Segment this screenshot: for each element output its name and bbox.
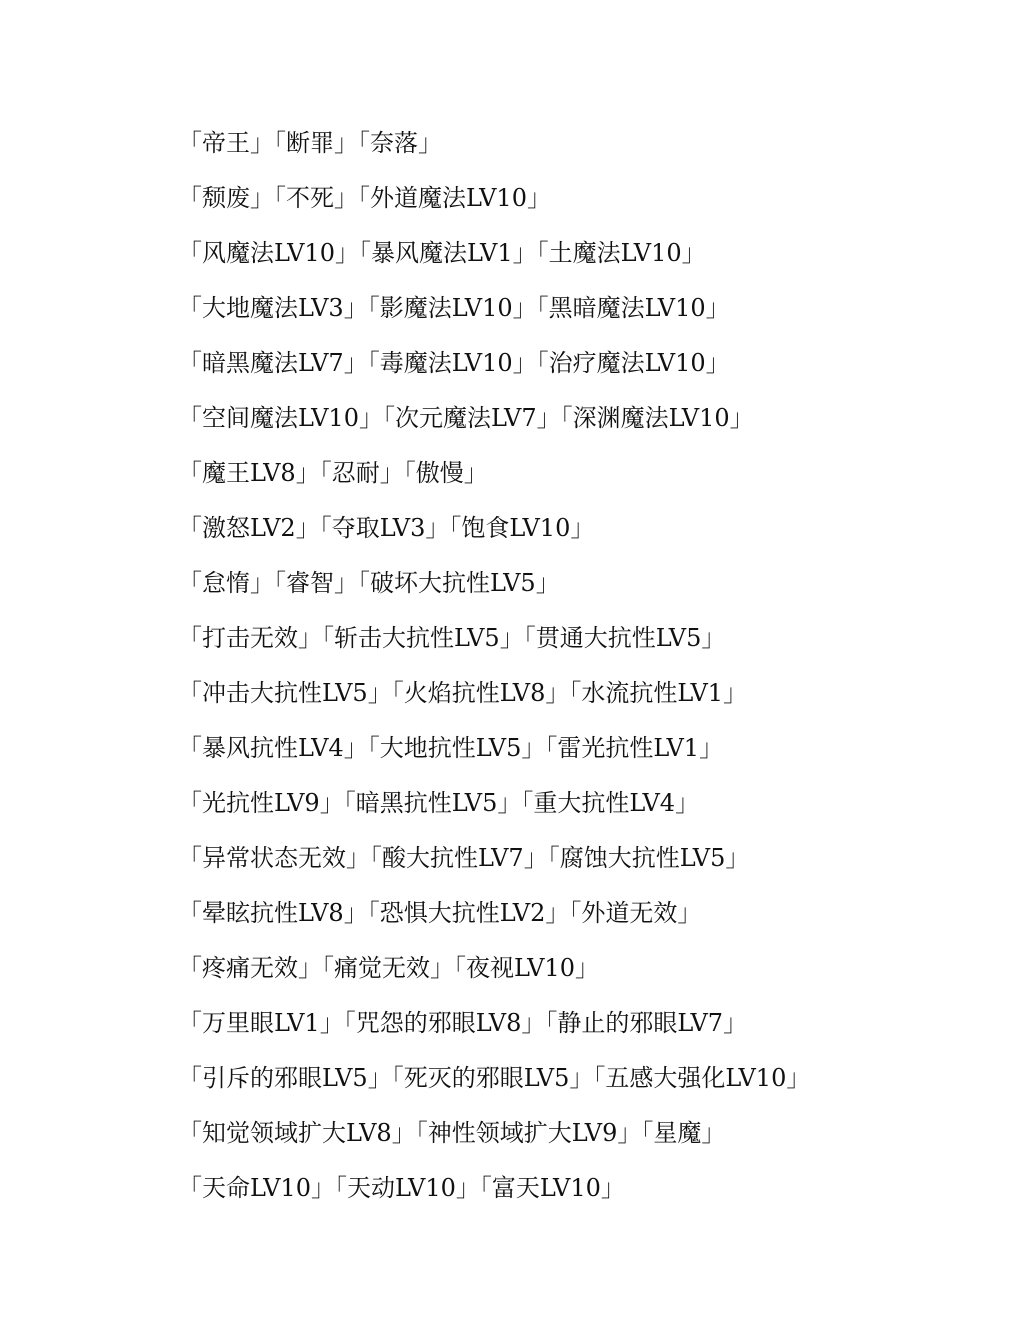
text-line: 「冲击大抗性LV5」「火焰抗性LV8」「水流抗性LV1」 <box>178 679 748 707</box>
text-line: 「大地魔法LV3」「影魔法LV10」「黑暗魔法LV10」 <box>178 294 730 322</box>
text-line: 「光抗性LV9」「暗黑抗性LV5」「重大抗性LV4」 <box>178 789 700 817</box>
text-line: 「打击无效」「斩击大抗性LV5」「贯通大抗性LV5」 <box>178 624 726 652</box>
text-line: 「激怒LV2」「夺取LV3」「饱食LV10」 <box>178 514 595 542</box>
skill-list <box>178 116 978 1216</box>
text-line: 「暴风抗性LV4」「大地抗性LV5」「雷光抗性LV1」 <box>178 734 724 762</box>
text-line: 「怠惰」「睿智」「破坏大抗性LV5」 <box>178 569 560 597</box>
text-line: 「疼痛无效」「痛觉无效」「夜视LV10」 <box>178 954 599 982</box>
text-line: 「魔王LV8」「忍耐」「傲慢」 <box>178 459 488 487</box>
text-line: 「颓废」「不死」「外道魔法LV10」 <box>178 184 551 212</box>
text-line: 「风魔法LV10」「暴风魔法LV1」「土魔法LV10」 <box>178 239 706 267</box>
text-line: 「异常状态无效」「酸大抗性LV7」「腐蚀大抗性LV5」 <box>178 844 750 872</box>
text-line: 「帝王」「断罪」「奈落」 <box>178 129 442 157</box>
text-line: 「空间魔法LV10」「次元魔法LV7」「深渊魔法LV10」 <box>178 404 754 432</box>
text-line: 「万里眼LV1」「咒怨的邪眼LV8」「静止的邪眼LV7」 <box>178 1009 748 1037</box>
text-line: 「引斥的邪眼LV5」「死灭的邪眼LV5」「五感大强化LV10」 <box>178 1064 811 1092</box>
text-line: 「知觉领域扩大LV8」「神性领域扩大LV9」「星魔」 <box>178 1119 726 1147</box>
text-line: 「晕眩抗性LV8」「恐惧大抗性LV2」「外道无效」 <box>178 899 702 927</box>
text-line: 「暗黑魔法LV7」「毒魔法LV10」「治疗魔法LV10」 <box>178 349 730 377</box>
text-line: 「天命LV10」「天动LV10」「富天LV10」 <box>178 1174 625 1202</box>
